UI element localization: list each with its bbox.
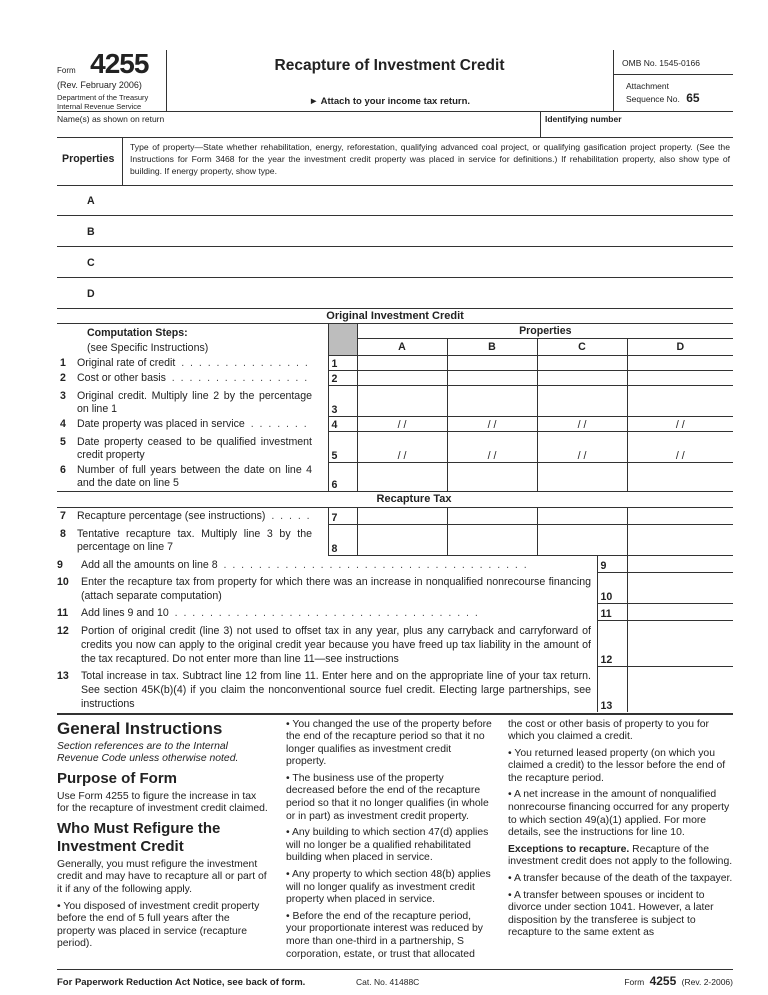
who-must-refigure-text: Generally, you must refigure the investment credit and may have to recapture all or part of it if any of the following apply. [57, 858, 267, 896]
line-label: Cost or other basis . . [77, 372, 312, 384]
line-9-amount-field[interactable] [627, 556, 733, 573]
revision: (Rev. February 2006) [57, 80, 142, 90]
footer-form-number: 4255 [649, 974, 677, 989]
divider [57, 713, 733, 715]
line-2-property-d-field[interactable] [627, 371, 733, 386]
line-number: 13 [57, 669, 69, 682]
footer-revision: (Rev. 2-2006) [681, 977, 733, 988]
line-label: Portion of original credit (line 3) not used to offset tax in any year, plus any carryback and carryforward of credits you now can apply to the original credit year because you have freed up tax liability in the amount of the tax recaptured. Do not enter more than line 11—see instructions [81, 624, 591, 665]
name-field[interactable] [57, 124, 540, 137]
line-number-box: 3 [328, 386, 357, 417]
computation-line-1 [57, 356, 733, 371]
line-5-property-d-field[interactable]: / / [627, 432, 733, 463]
line-number-box: 1 [328, 356, 357, 371]
property-letter: C [87, 257, 95, 269]
line-7-property-c-field[interactable] [537, 507, 627, 524]
line-6-property-d-field[interactable] [627, 463, 733, 492]
computation-line-2 [57, 371, 733, 386]
line-number-box: 8 [328, 524, 357, 555]
line-label: Tentative recapture tax. Multiply line 3 by the percentage on line 7 [77, 528, 312, 553]
catalog-number: Cat. No. 41488C [356, 977, 420, 988]
line-5-property-b-field[interactable]: / / [447, 432, 537, 463]
general-instructions-heading: General Instructions [57, 718, 223, 738]
shaded-cell [328, 323, 357, 356]
line-10-amount-field[interactable] [627, 573, 733, 604]
property-row-d[interactable] [57, 278, 733, 309]
bullet-item: • Any building to which section 47(d) applies will no longer be a qualified rehabilitated building when placed in service. [286, 827, 489, 864]
exceptions-text: Recapture of the investment credit does not apply to the following. [508, 843, 733, 868]
line-number-box: 7 [328, 507, 357, 524]
line-description [57, 604, 597, 621]
line-7-property-d-field[interactable] [627, 507, 733, 524]
line-11-amount-field[interactable] [627, 604, 733, 621]
line-text [77, 436, 312, 462]
steps-title: Computation Steps: [87, 326, 188, 339]
line-2-property-a-field[interactable] [357, 371, 447, 386]
line-description [57, 556, 597, 573]
line-description [57, 573, 597, 604]
property-row-a[interactable] [57, 185, 733, 216]
line-text [77, 464, 312, 490]
line-4-property-c-field[interactable]: / / [537, 417, 627, 432]
line-5-property-c-field[interactable]: / / [537, 432, 627, 463]
line-1-property-b-field[interactable] [447, 356, 537, 371]
line-label: Date property was placed in service . . [77, 418, 312, 430]
line-3-property-c-field[interactable] [537, 386, 627, 417]
line-number: 5 [60, 435, 66, 448]
identifying-number-field[interactable] [541, 124, 733, 137]
instructions [57, 719, 733, 966]
form-id-block [57, 50, 148, 78]
bullet-text: Before the end of the recapture period, your proportionate interest was reduced by more than one-third in a partnership, S corporation, estate, or trust that allocated [286, 910, 483, 960]
line-text [81, 606, 591, 620]
line-number: 1 [60, 356, 66, 369]
line-number-box: 13 [597, 667, 627, 712]
line-number: 6 [60, 463, 66, 476]
line-number-box: 11 [597, 604, 627, 621]
line-label: Add lines 9 and 10 . . [81, 607, 478, 619]
steps-note: (see Specific Instructions) [87, 341, 209, 354]
line-2-property-b-field[interactable] [447, 371, 537, 386]
purpose-heading: Purpose of Form [57, 769, 178, 787]
bullet-text: A transfer because of the death of the taxpayer. [513, 873, 733, 885]
line-number: 4 [60, 417, 66, 430]
bullet-item: • Any property to which section 48(b) applies will no longer qualify as investment credit property when placed in service. [286, 869, 491, 906]
line-12-amount-field[interactable] [627, 621, 733, 667]
total-line-13 [57, 667, 733, 712]
line-number: 3 [60, 389, 66, 402]
line-number: 12 [57, 624, 69, 637]
line-description [57, 417, 328, 432]
line-number-box: 2 [328, 371, 357, 386]
attachment-sequence [626, 80, 700, 105]
line-7-property-a-field[interactable] [357, 507, 447, 524]
paperwork-notice: For Paperwork Reduction Act Notice, see back of form. [57, 977, 306, 989]
footer [57, 969, 733, 995]
agency-name: Internal Revenue Service [57, 102, 142, 111]
identifying-number-label: Identifying number [545, 114, 622, 124]
line-number-box: 6 [328, 463, 357, 492]
bullet-item: • A transfer between spouses or incident to divorce under section 1041. However, a later disposition by the transferee is subject to recapture to the same extent as [508, 889, 714, 939]
computation-line-7 [57, 507, 733, 524]
line-3-property-a-field[interactable] [357, 386, 447, 417]
bullet-item: • A net increase in the amount of nonqualified nonrecourse financing occurred for any property to which section 49(a)(1) applied. For more details, see the instructions for line 10. [508, 789, 730, 839]
line-text [77, 357, 312, 370]
exceptions-paragraph [508, 844, 733, 869]
line-4-property-b-field[interactable]: / / [447, 417, 537, 432]
column-c-header: C [537, 338, 627, 355]
column-d-header: D [627, 338, 733, 355]
line-number-box: 5 [328, 432, 357, 463]
bullet-text: Any property to which section 48(b) applies will no longer qualify as investment credit property when placed in service. [286, 869, 491, 906]
bullet-text: You returned leased property (on which you claimed a credit) to the lessor before the end of the recapture period. [508, 747, 726, 784]
line-description [57, 432, 328, 463]
computation-line-3 [57, 386, 733, 417]
who-must-refigure-heading: Who Must Refigure the Investment Credit [57, 819, 221, 855]
attach-note: ► Attach to your income tax return. [308, 96, 471, 107]
property-row-b[interactable] [57, 216, 733, 247]
computation-line-6 [57, 463, 733, 492]
bullet-item: • You returned leased property (on which you claimed a credit) to the lessor before the end of the recapture period. [508, 747, 726, 784]
line-1-property-d-field[interactable] [627, 356, 733, 371]
line-number: 10 [57, 575, 69, 588]
total-line-9 [57, 556, 733, 573]
line-description [57, 463, 328, 492]
line-text [81, 624, 591, 666]
line-3-property-b-field[interactable] [447, 386, 537, 417]
line-8-property-c-field[interactable] [537, 524, 627, 555]
computation-line-8 [57, 524, 733, 555]
line-text [77, 390, 312, 416]
bullet-text: A transfer between spouses or incident to divorce under section 1041. However, a later disposition by the transferee is subject to recapture to the same extent as [508, 889, 714, 939]
line-1-property-c-field[interactable] [537, 356, 627, 371]
properties-header: Properties [357, 323, 733, 338]
line-label: Original rate of credit . . [77, 357, 312, 369]
property-row-c[interactable] [57, 247, 733, 278]
omb-number: OMB No. 1545-0166 [622, 58, 700, 68]
line-number: 8 [60, 528, 66, 540]
line-3-property-d-field[interactable] [627, 386, 733, 417]
line-7-property-b-field[interactable] [447, 507, 537, 524]
footer-form-label: Form [624, 977, 645, 988]
line-text [77, 418, 312, 431]
line-number-box: 10 [597, 573, 627, 604]
line-1-property-a-field[interactable] [357, 356, 447, 371]
column-a-header: A [357, 338, 447, 355]
line-13-amount-field[interactable] [627, 667, 733, 712]
total-line-12 [57, 621, 733, 667]
line-4-property-a-field[interactable]: / / [357, 417, 447, 432]
properties-description: Type of property—State whether rehabilitation, energy, reforestation, qualifying advanced coal project, or qualifying gasification project property. (See the Instructions for Form 3468 for the year the investment credit property was placed in service for definitions.) If rehabilitation property, also show type of building. If energy property, show type. [130, 142, 730, 176]
form-title: Recapture of Investment Credit [274, 57, 505, 74]
line-8-property-d-field[interactable] [627, 524, 733, 555]
line-6-property-b-field[interactable] [447, 463, 537, 492]
bullet-text: You disposed of investment credit property before the end of 5 full years after the property was placed in service (recapture period). [57, 900, 260, 950]
line-8-property-b-field[interactable] [447, 524, 537, 555]
recapture-tax-heading: Recapture Tax [57, 491, 733, 507]
sequence-number: 65 [686, 91, 700, 105]
instructions-column-1 [57, 719, 270, 966]
bullet-item: • A transfer because of the death of the taxpayer. [508, 873, 733, 885]
line-8-property-a-field[interactable] [357, 524, 447, 555]
line-text [81, 669, 591, 711]
sequence-label: Sequence No. [626, 94, 680, 104]
original-credit-heading: Original Investment Credit [57, 309, 733, 323]
line-label: Date property ceased to be qualified investment credit property [77, 435, 312, 461]
line-description [57, 371, 328, 386]
line-description [57, 356, 328, 371]
line-number: 9 [57, 558, 63, 571]
bullet-item: • You changed the use of the property before the end of the recapture period so that it no longer qualifies as investment credit property. [286, 718, 492, 768]
form-label: Form [57, 66, 76, 75]
section-references-note: Section references are to the Internal Revenue Code unless otherwise noted. [57, 740, 239, 765]
line-description [57, 386, 328, 417]
computation-line-4 [57, 417, 733, 432]
line-description [57, 621, 597, 667]
line-description [57, 524, 328, 555]
bullet-item: • You disposed of investment credit property before the end of 5 full years after the property was placed in service (recapture period). [57, 900, 260, 950]
total-line-11 [57, 604, 733, 621]
line-label: Add all the amounts on line 8 . . [81, 559, 527, 571]
department [57, 93, 148, 111]
line-description [57, 507, 328, 524]
line-label: Recapture percentage (see instructions) . . [77, 510, 312, 522]
line-label: Enter the recapture tax from property for which there was an increase in nonqualified nonrecourse financing (attach separate computation) [81, 575, 591, 602]
computation-line-5 [57, 432, 733, 463]
instructions-column-2 [286, 719, 492, 966]
line-text [81, 575, 591, 603]
line-6-property-c-field[interactable] [537, 463, 627, 492]
bullet-item: • The business use of the property decreased before the end of the recapture period so that it no longer qualifies (in whole or in part) as investment credit property. [286, 772, 489, 822]
total-line-10 [57, 573, 733, 604]
line-description [57, 667, 597, 712]
line-number: 2 [60, 371, 66, 384]
line-label: Original credit. Multiply line 2 by the percentage on line 1 [77, 389, 312, 415]
purpose-text: Use Form 4255 to figure the increase in tax for the recapture of investment credit claimed. [57, 790, 268, 815]
attachment-label: Attachment [626, 81, 669, 91]
line-number-box: 12 [597, 621, 627, 667]
line-text [77, 372, 312, 385]
name-field-label: Name(s) as shown on return [57, 114, 165, 124]
bullet-text: You changed the use of the property before the end of the recapture period so that it no longer qualifies as investment credit property. [286, 718, 492, 768]
instructions-column-3 [508, 719, 733, 966]
properties-label: Properties [62, 153, 115, 165]
lower-section [57, 309, 733, 995]
line-label: Total increase in tax. Subtract line 12 from line 11. Enter here and on the appropriate line of your tax return. See section 45K(b)(4) if you claim the nonconventional source fuel credit. Electing large partnerships, see instructions [81, 669, 591, 710]
computation-steps-heading [57, 323, 328, 356]
line-2-property-c-field[interactable] [537, 371, 627, 386]
bullet-text: The business use of the property decreased before the end of the recapture period so that it no longer qualifies (in whole or in part) as investment credit property. [286, 772, 489, 822]
department-name: Department of the Treasury [57, 93, 149, 102]
line-4-property-d-field[interactable]: / / [627, 417, 733, 432]
line-6-property-a-field[interactable] [357, 463, 447, 492]
continuation-text: the cost or other basis of property to you for which you claimed a credit. [508, 718, 709, 743]
exceptions-heading: Exceptions to recapture. [508, 843, 630, 855]
column-b-header: B [447, 338, 537, 355]
line-number: 11 [57, 606, 69, 619]
computation-table [57, 309, 733, 556]
line-text [77, 510, 312, 523]
bullet-item: • Before the end of the recapture period, your proportionate interest was reduced by more than one-third in a partnership, S corporation, estate, or trust that allocated [286, 910, 483, 960]
line-label: Number of full years between the date on line 4 and the date on line 5 [77, 463, 312, 489]
bullet-text: Any building to which section 47(d) applies will no longer be a qualified rehabilitated building when placed in service. [286, 827, 489, 864]
line-number-box: 9 [597, 556, 627, 573]
line-5-property-a-field[interactable]: / / [357, 432, 447, 463]
property-letter: D [87, 288, 95, 300]
bullet-text: A net increase in the amount of nonqualified nonrecourse financing occurred for any property to which section 49(a)(1) applied. For more details, see the instructions for line 10. [508, 789, 730, 839]
totals-table [57, 556, 733, 712]
property-letter: A [87, 195, 95, 207]
line-text [81, 558, 591, 572]
form-number: 4255 [90, 48, 149, 79]
line-text [77, 528, 312, 554]
footer-form-id [624, 974, 733, 988]
line-number: 7 [60, 510, 66, 522]
property-letter: B [87, 226, 95, 238]
line-number-box: 4 [328, 417, 357, 432]
